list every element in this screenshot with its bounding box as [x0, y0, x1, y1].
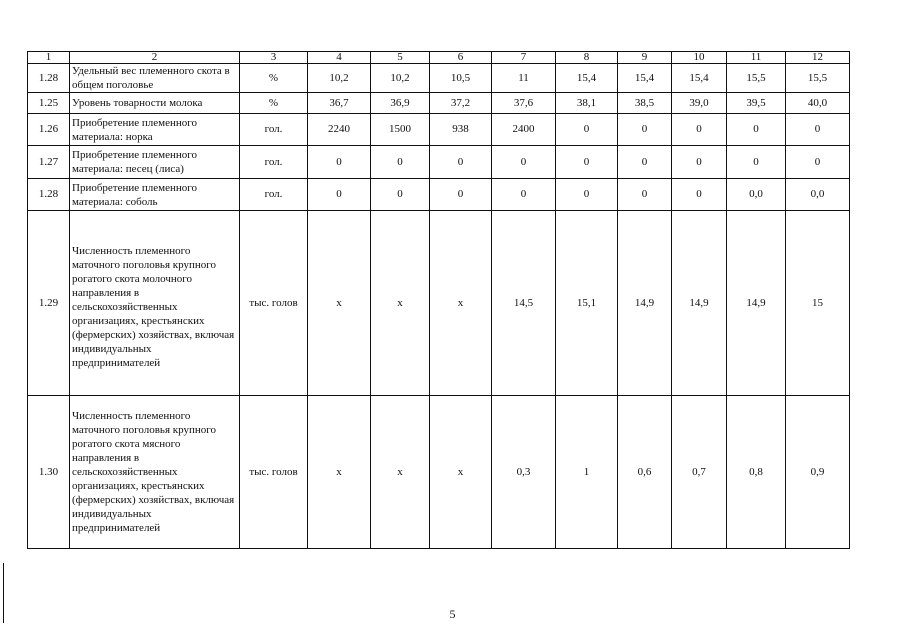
header-row [28, 52, 850, 64]
value-cell: 0 [556, 179, 618, 211]
column-number: 7 [492, 52, 556, 64]
value-cell: 0 [672, 179, 727, 211]
value-cell: х [308, 396, 371, 549]
row-number: 1.26 [28, 114, 70, 146]
unit-cell: гол. [240, 179, 308, 211]
unit-cell: тыс. голов [240, 396, 308, 549]
value-cell: 10,5 [430, 64, 492, 93]
value-cell: 38,1 [556, 93, 618, 114]
column-number: 4 [308, 52, 371, 64]
unit-cell: гол. [240, 114, 308, 146]
column-number: 1 [28, 52, 70, 64]
column-number: 6 [430, 52, 492, 64]
value-cell: 0 [672, 146, 727, 179]
row-number: 1.28 [28, 64, 70, 93]
value-cell: 0 [492, 146, 556, 179]
value-cell: 0 [492, 179, 556, 211]
value-cell: 0,7 [672, 396, 727, 549]
indicator-name: Уровень товарности молока [70, 93, 240, 114]
table-row [28, 64, 850, 93]
value-cell: 0,6 [618, 396, 672, 549]
column-number: 5 [371, 52, 430, 64]
value-cell: 36,7 [308, 93, 371, 114]
value-cell: 38,5 [618, 93, 672, 114]
value-cell: 10,2 [371, 64, 430, 93]
column-number: 2 [70, 52, 240, 64]
value-cell: 0 [308, 146, 371, 179]
table-row [28, 396, 850, 549]
row-number: 1.30 [28, 396, 70, 549]
value-cell: 15,4 [618, 64, 672, 93]
indicator-name: Приобретение племенного материала: песец (лиса) [70, 146, 240, 179]
value-cell: 15,1 [556, 211, 618, 396]
row-number: 1.28 [28, 179, 70, 211]
value-cell: 0 [430, 146, 492, 179]
value-cell: х [430, 211, 492, 396]
column-number: 10 [672, 52, 727, 64]
unit-cell: гол. [240, 146, 308, 179]
data-table [27, 51, 850, 549]
column-number: 8 [556, 52, 618, 64]
table-row [28, 179, 850, 211]
value-cell: 2400 [492, 114, 556, 146]
value-cell: 15,5 [786, 64, 850, 93]
page-number: 5 [449, 607, 456, 621]
value-cell: 0 [430, 179, 492, 211]
value-cell: 15,4 [556, 64, 618, 93]
value-cell: 39,5 [727, 93, 786, 114]
indicator-name: Приобретение племенного материала: соболь [70, 179, 240, 211]
value-cell: х [371, 211, 430, 396]
value-cell: 0 [618, 114, 672, 146]
indicator-name: Численность племенного маточного поголовья крупного рогатого скота молочного направления в сельскохозяйственных организациях, крестьянских (фермерских) хозяйствах, включая индивидуальных предпринимателей [70, 211, 240, 396]
table-row [28, 93, 850, 114]
value-cell: 0,0 [727, 179, 786, 211]
value-cell: 10,2 [308, 64, 371, 93]
column-number: 3 [240, 52, 308, 64]
value-cell: 37,6 [492, 93, 556, 114]
value-cell: 39,0 [672, 93, 727, 114]
table-row [28, 114, 850, 146]
value-cell: 0 [672, 114, 727, 146]
unit-cell: % [240, 64, 308, 93]
value-cell: 0,3 [492, 396, 556, 549]
value-cell: 0 [727, 114, 786, 146]
indicator-name: Удельный вес племенного скота в общем поголовье [70, 64, 240, 93]
unit-cell: % [240, 93, 308, 114]
value-cell: 0,0 [786, 179, 850, 211]
column-number: 12 [786, 52, 850, 64]
value-cell: 0 [727, 146, 786, 179]
value-cell: 40,0 [786, 93, 850, 114]
table-row [28, 146, 850, 179]
value-cell: 0 [556, 114, 618, 146]
value-cell: 15,5 [727, 64, 786, 93]
value-cell: 0 [371, 179, 430, 211]
value-cell: 0 [556, 146, 618, 179]
value-cell: 15 [786, 211, 850, 396]
indicator-name: Численность племенного маточного поголовья крупного рогатого скота мясного направления в сельскохозяйственных организациях, крестьянских (фермерских) хозяйствах, включая индивидуальных предпринимателей [70, 396, 240, 549]
value-cell: 14,9 [618, 211, 672, 396]
value-cell: 0 [618, 179, 672, 211]
value-cell: 14,9 [672, 211, 727, 396]
value-cell: 15,4 [672, 64, 727, 93]
value-cell: х [430, 396, 492, 549]
value-cell: х [308, 211, 371, 396]
unit-cell: тыс. голов [240, 211, 308, 396]
value-cell: 36,9 [371, 93, 430, 114]
value-cell: 11 [492, 64, 556, 93]
value-cell: 0,9 [786, 396, 850, 549]
value-cell: 1 [556, 396, 618, 549]
value-cell: 0 [371, 146, 430, 179]
row-number: 1.25 [28, 93, 70, 114]
value-cell: 2240 [308, 114, 371, 146]
row-number: 1.27 [28, 146, 70, 179]
indicator-name: Приобретение племенного материала: норка [70, 114, 240, 146]
value-cell: 0 [786, 114, 850, 146]
value-cell: 14,9 [727, 211, 786, 396]
value-cell: 37,2 [430, 93, 492, 114]
value-cell: 0 [786, 146, 850, 179]
value-cell: 938 [430, 114, 492, 146]
value-cell: 1500 [371, 114, 430, 146]
value-cell: 0,8 [727, 396, 786, 549]
row-number: 1.29 [28, 211, 70, 396]
value-cell: 14,5 [492, 211, 556, 396]
value-cell: 0 [308, 179, 371, 211]
table-row [28, 211, 850, 396]
value-cell: х [371, 396, 430, 549]
value-cell: 0 [618, 146, 672, 179]
column-number: 11 [727, 52, 786, 64]
column-number: 9 [618, 52, 672, 64]
